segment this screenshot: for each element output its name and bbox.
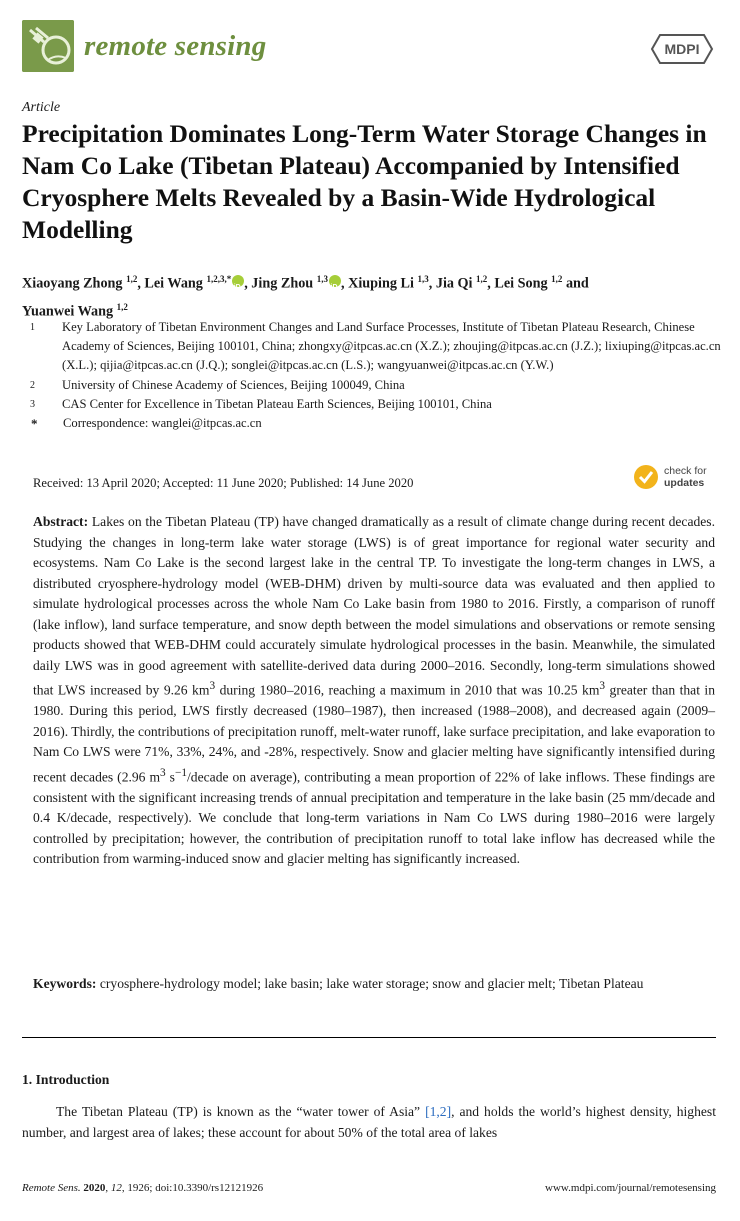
superscript: 3 xyxy=(209,680,216,692)
abstract-text: s xyxy=(165,769,175,785)
journal-year: 2020 xyxy=(83,1182,106,1194)
section-heading: 1. Introduction xyxy=(22,1072,110,1087)
abstract-text: during 1980–2016, reaching a maximum in 2010 that was 10.25 km xyxy=(215,682,600,698)
affiliation-text: CAS Center for Excellence in Tibetan Plateau Earth Sciences, Beijing 100101, China xyxy=(62,396,492,411)
author-name[interactable]: Lei Song xyxy=(494,275,548,292)
affiliation-item xyxy=(22,376,722,395)
author-connector: and xyxy=(565,275,589,292)
author-affiliation: 1,2 xyxy=(551,274,563,284)
check-updates-icon xyxy=(634,465,658,489)
journal-abbreviation: Remote Sens. xyxy=(22,1182,81,1194)
author-affiliation: 1,3 xyxy=(316,274,328,284)
keywords-text: cryosphere-hydrology model; lake basin; lake water storage; snow and glacier melt; Tibetan Plateau xyxy=(99,976,644,991)
author-name[interactable]: Lei Wang xyxy=(144,275,203,292)
superscript: 3 xyxy=(599,680,606,692)
abstract-text: /decade on average), contributing a mean proportion of 22% of lake inflows. These findings are consistent with the significant increasing trends of annual precipitation and temperature in the lake basin (25 mm/decade and 0.4 K/decade, respectively). We conclude that long-term variations in Nam Co LWS during 1980–2016 were largely controlled by precipitation; however, the contribution of precipitation runoff to total lake inflow has decreased while the contribution from warming-induced snow and glacier melting has significantly increased. xyxy=(33,769,715,867)
check-updates-line2: updates xyxy=(664,477,705,489)
keywords xyxy=(33,974,715,995)
orcid-icon[interactable] xyxy=(329,275,341,287)
abstract-text: Lakes on the Tibetan Plateau (TP) have changed dramatically as a result of climate change during recent decades. Studying the changes in long-term lake water storage (LWS) is of great importance for regional water security and ecosystems. Nam Co Lake is the second largest lake in the central TP. To investigate the long-term changes in LWS, a distributed cryosphere-hydrology model (WEB-DHM) driven by multi-source data was evaluated and then applied to simulate hydrological processes across the whole Nam Co Lake basin from 1980 to 2016. Firstly, a comparison of runoff (lake inflow), land surface temperature, and snow depth between the model simulations and observations or remote sensing products showed that WEB-DHM could accurately simulate hydrological processes in the basin. Meanwhile, the simulated daily LWS was in good agreement with satellite-derived data during 2000–2016. Secondly, long-term simulations showed that LWS increased by 9.26 km xyxy=(33,514,715,698)
author-affiliation: 1,2 xyxy=(476,274,488,284)
body-text: The Tibetan Plateau (TP) is known as the “water tower of Asia” xyxy=(56,1104,426,1119)
journal-logo-icon xyxy=(22,20,74,72)
affiliation-number: 3 xyxy=(30,398,35,410)
affiliation-text: University of Chinese Academy of Sciences, Beijing 100049, China xyxy=(62,377,405,392)
author-name[interactable]: Jia Qi xyxy=(435,275,473,292)
section-divider xyxy=(22,1037,716,1038)
introduction-paragraph xyxy=(22,1101,716,1143)
superscript: 3 xyxy=(160,766,166,779)
author-name[interactable]: Yuanwei Wang xyxy=(22,303,114,320)
author-affiliation: 1,2,3,* xyxy=(206,274,232,284)
journal-url[interactable]: www.mdpi.com/journal/remotesensing xyxy=(545,1182,716,1194)
orcid-icon[interactable] xyxy=(232,275,244,287)
author-list: Xiaoyang Zhong $^{1,2}$, Lei Wang $^{1,2,3,*}$iD , Jing Zhou $^{1,3}$iD , Xiuping Li $^{1,3}$, Jia Qi $^{1,2}$, Lei Song $^{1,2}$ and Yuanwei Wang $^{1,2}$ xyxy=(22,268,722,323)
page-footer xyxy=(22,1182,716,1194)
affiliation-item xyxy=(22,395,722,414)
abstract-label: Abstract: xyxy=(33,514,89,529)
author-name[interactable]: Xiaoyang Zhong xyxy=(22,275,123,292)
affiliation-item xyxy=(22,318,722,376)
affiliation-list xyxy=(22,318,722,433)
correspondence-mark: * xyxy=(31,416,38,432)
mdpi-logo-text: MDPI xyxy=(664,41,700,57)
author-name[interactable]: Jing Zhou xyxy=(251,275,314,292)
citation-line: Remote Sens. 2020, 12, 1926; doi:10.3390/rs12121926 xyxy=(22,1182,264,1194)
affiliation-number: 2 xyxy=(30,379,35,391)
check-updates-line1: check for xyxy=(664,465,707,477)
article-type: Article xyxy=(22,100,61,115)
paper-title: Precipitation Dominates Long-Term Water Storage Changes in Nam Co Lake (Tibetan Plateau) Accompanied by Intensified Cryosphere Melts Revealed by a Basin-Wide Hydrological Modelling xyxy=(22,119,707,244)
abstract xyxy=(33,512,715,870)
author-affiliation: 1,2 xyxy=(116,301,128,312)
correspondence-text: Correspondence: wanglei@itpcas.ac.cn xyxy=(63,416,262,431)
affiliation-number: 1 xyxy=(30,322,35,333)
check-for-updates-button[interactable] xyxy=(632,461,722,493)
abstract-text: greater than that in 1980. During this period, LWS firstly decreased (1980–1987), then increased (1988–2008), and decreased again (2009–2016). Thirdly, the contributions of precipitation runoff, melt-water runoff, lake surface precipitation, and lake evaporation to Nam Co LWS were 71%, 33%, 24%, and -28%, respectively. Snow and glacier melting have significantly intensified during recent decades (2.96 m xyxy=(33,682,715,785)
affiliation-item xyxy=(22,414,722,433)
journal-volume: 12 xyxy=(110,1182,122,1194)
keywords-label: Keywords: xyxy=(33,976,97,991)
superscript: −1 xyxy=(174,766,188,779)
journal-header xyxy=(22,20,266,72)
citation-link[interactable]: [1,2] xyxy=(425,1104,452,1119)
author-affiliation: 1,2 xyxy=(126,274,138,284)
publication-dates: Received: 13 April 2020; Accepted: 11 June 2020; Published: 14 June 2020 xyxy=(33,476,414,490)
doi-text: , 1926; doi:10.3390/rs12121926 xyxy=(121,1182,264,1194)
journal-name: remote sensing xyxy=(84,29,267,62)
mdpi-logo xyxy=(646,32,718,66)
author-name[interactable]: Xiuping Li xyxy=(348,275,414,292)
body-text: , and holds the world’s highest density, highest number, and largest area of lakes; these account for about 50% of the total area of lakes xyxy=(22,1104,717,1140)
affiliation-text: Key Laboratory of Tibetan Environment Changes and Land Surface Processes, Institute of Tibetan Plateau Research, Chinese Academy of Sciences, Beijing 100101, China; zhongxy@itpcas.ac.cn (X.Z.); zhoujing@itpcas.ac.cn (J.Z.); lixiuping@itpcas.ac.cn (X.L.); qijia@itpcas.ac.cn (J.Q.); songlei@itpcas.ac.cn (L.S.); wangyuanwei@itpcas.ac.cn (Y.W.) xyxy=(62,320,721,373)
author-affiliation: 1,3 xyxy=(417,274,429,284)
